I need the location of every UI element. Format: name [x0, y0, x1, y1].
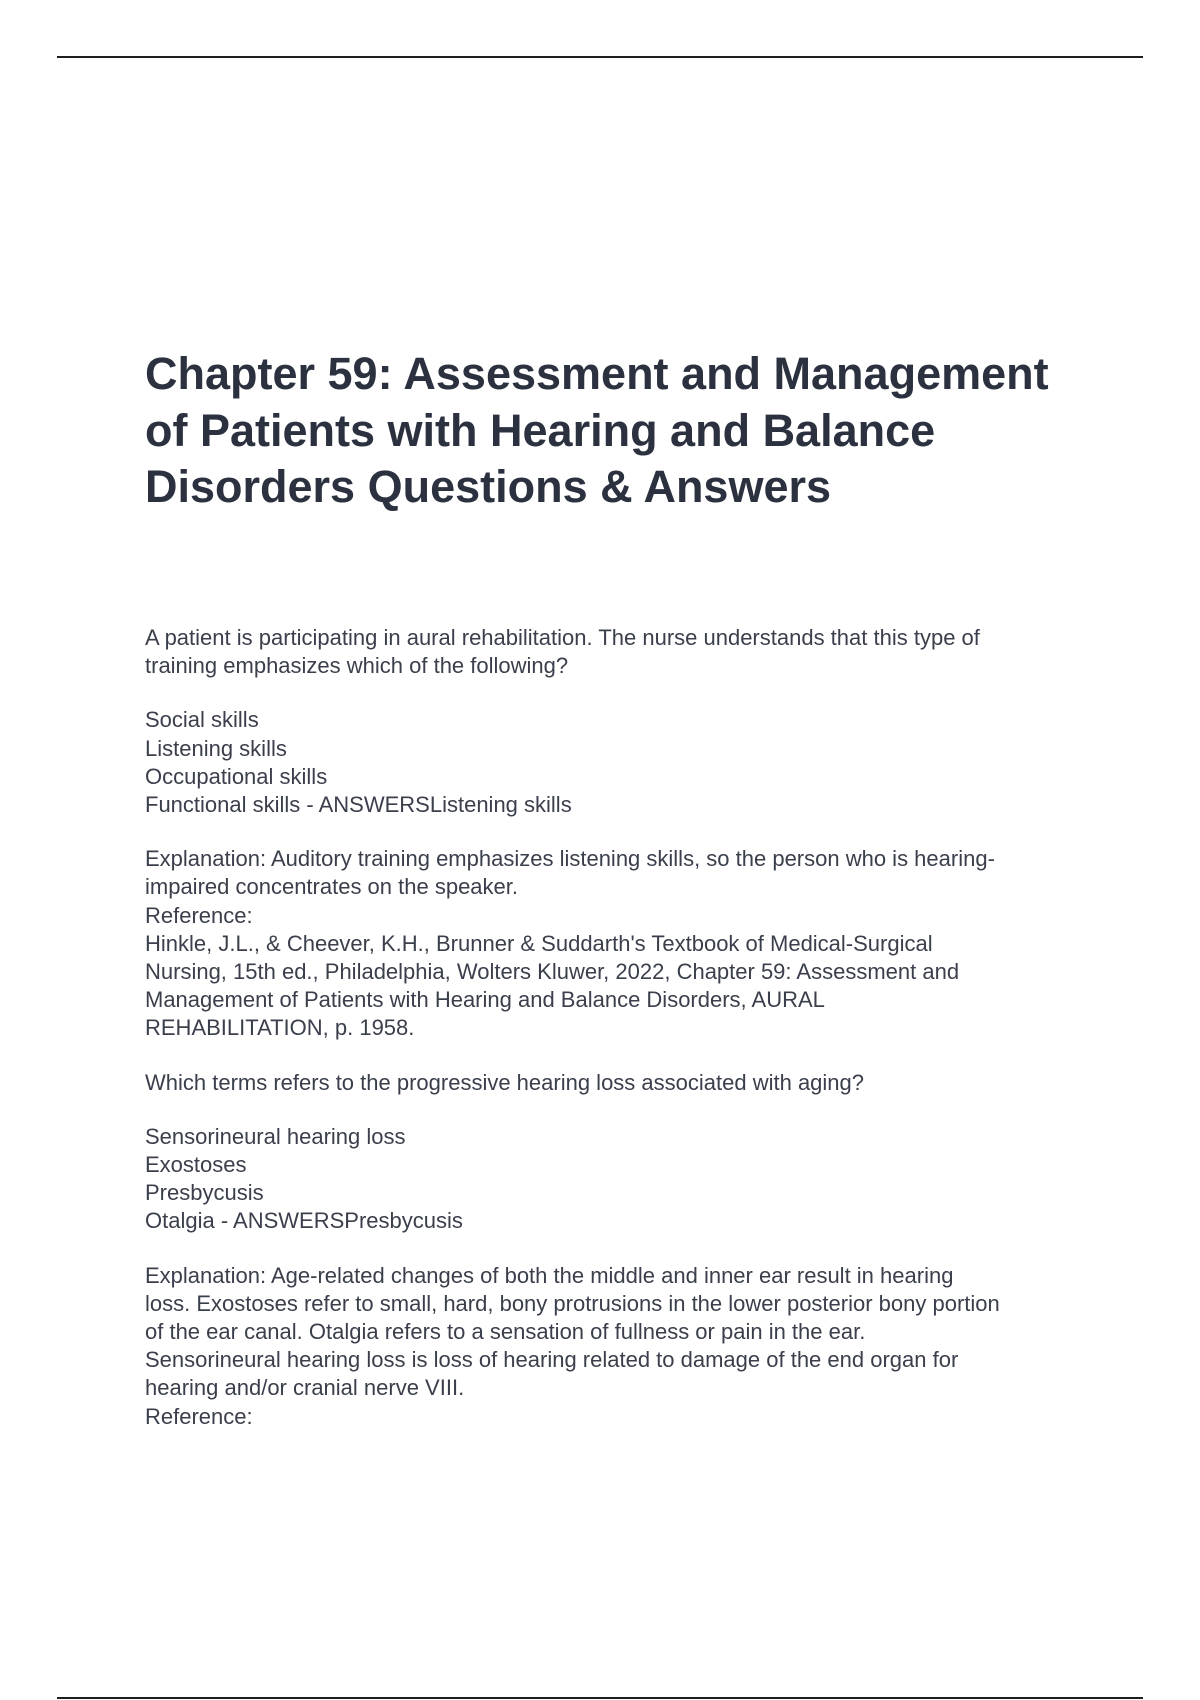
explanation-line: impaired concentrates on the speaker. — [145, 874, 519, 900]
answer-option: Listening skills — [145, 735, 287, 761]
question-line: training emphasizes which of the following? — [145, 653, 569, 679]
answer-option: Sensorineural hearing loss — [145, 1123, 406, 1149]
answer-option: Occupational skills — [145, 763, 328, 789]
question-block — [145, 624, 1090, 1043]
footer-rule — [57, 1697, 1143, 1699]
question-line: Which terms refers to the progressive hearing loss associated with aging? — [145, 1069, 865, 1095]
answer-option: Presbycusis — [145, 1180, 264, 1206]
explanation — [145, 1262, 1090, 1431]
explanation-line: Explanation: Age-related changes of both the middle and inner ear result in hearing — [145, 1262, 954, 1288]
answer-option: Otalgia - ANSWERSPresbycusis — [145, 1208, 463, 1234]
question-line: A patient is participating in aural rehabilitation. The nurse understands that this type of — [145, 625, 980, 650]
answer-option: Functional skills - ANSWERSListening skills — [145, 792, 572, 818]
explanation-line: Reference: — [145, 1403, 253, 1429]
explanation-line: Nursing, 15th ed., Philadelphia, Wolters Kluwer, 2022, Chapter 59: Assessment and — [145, 959, 960, 985]
explanation-line: hearing and/or cranial nerve VIII. — [145, 1375, 465, 1401]
explanation-line: loss. Exostoses refer to small, hard, bony protrusions in the lower posterior bony portion — [145, 1290, 1000, 1316]
explanation-line: Explanation: Auditory training emphasizes listening skills, so the person who is hearing- — [145, 846, 995, 872]
answer-option: Exostoses — [145, 1152, 247, 1178]
explanation-line: Reference: — [145, 902, 253, 928]
header-rule — [57, 56, 1143, 58]
explanation-line: REHABILITATION, p. 1958. — [145, 1015, 415, 1041]
answer-options — [145, 1123, 1090, 1236]
document-body — [145, 624, 1090, 1431]
question-block — [145, 1069, 1090, 1431]
question-text — [145, 1069, 1090, 1097]
answer-options — [145, 706, 1090, 819]
explanation — [145, 845, 1090, 1042]
explanation-line: Hinkle, J.L., & Cheever, K.H., Brunner & Suddarth's Textbook of Medical-Surgical — [145, 930, 933, 956]
question-text — [145, 624, 1090, 680]
answer-option: Social skills — [145, 707, 259, 733]
page-title: Chapter 59: Assessment and Management of Patients with Hearing and Balance Disorders Questions & Answers — [145, 348, 1049, 512]
explanation-line: of the ear canal. Otalgia refers to a sensation of fullness or pain in the ear. — [145, 1319, 866, 1345]
explanation-line: Sensorineural hearing loss is loss of hearing related to damage of the end organ for — [145, 1347, 959, 1373]
explanation-line: Management of Patients with Hearing and Balance Disorders, AURAL — [145, 987, 825, 1013]
